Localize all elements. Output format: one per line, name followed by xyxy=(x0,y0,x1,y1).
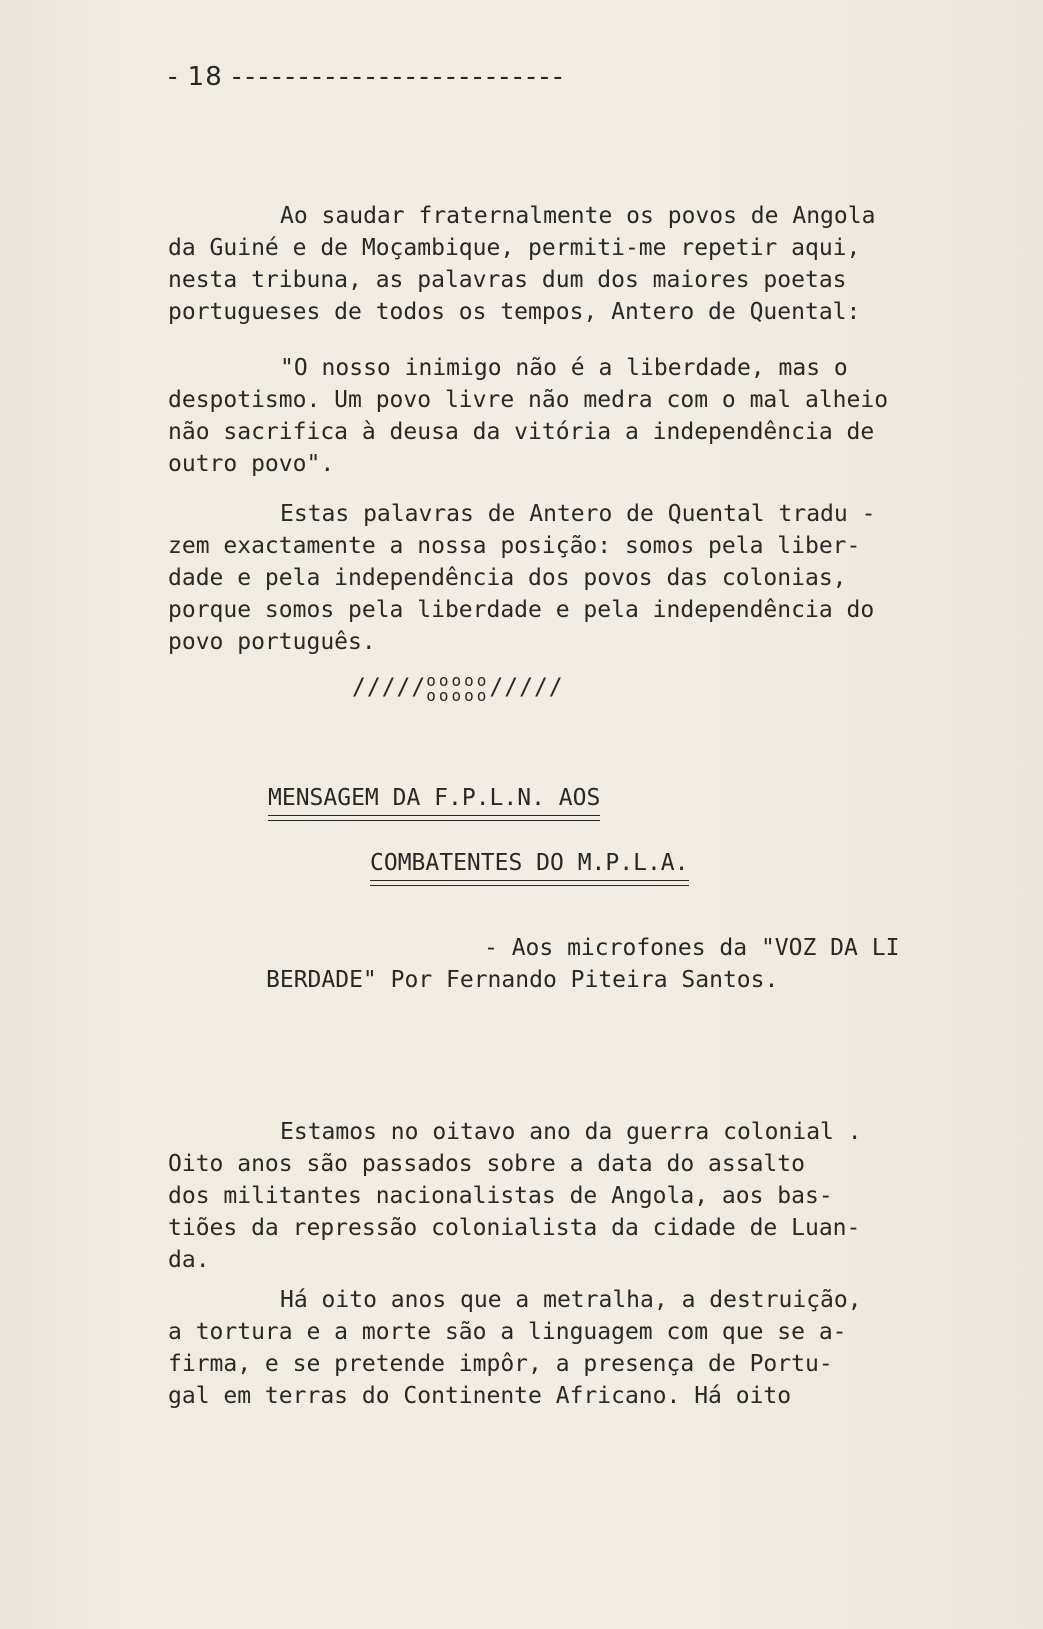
text-line: Estamos no oitavo ano da guerra colonial . xyxy=(280,1119,862,1145)
section-separator xyxy=(352,673,564,703)
separator-circles xyxy=(426,673,489,703)
separator-circles-top: ooooo xyxy=(426,671,490,690)
text-line: dade e pela independência dos povos das colonias, xyxy=(168,565,847,591)
title-text: COMBATENTES DO M.P.L.A. xyxy=(370,850,689,876)
page-header xyxy=(168,62,567,92)
paragraph-eight-years xyxy=(168,1284,958,1412)
text-line: nesta tribuna, as palavras dum dos maiores poetas xyxy=(168,267,847,293)
page-number: - 18 xyxy=(168,62,223,92)
title-text: MENSAGEM DA F.P.L.N. AOS xyxy=(268,785,601,811)
section-title-line-1 xyxy=(268,785,600,811)
text-line: Há oito anos que a metralha, a destruição, xyxy=(280,1287,862,1313)
section-title-line-2 xyxy=(370,850,689,876)
text-line: povo português. xyxy=(168,629,376,655)
text-line: da Guiné e de Moçambique, permiti-me repetir aqui, xyxy=(168,235,861,261)
text-line: firma, e se pretende impôr, a presença de Portu- xyxy=(168,1351,833,1377)
text-line: - Aos microfones da "VOZ DA LI xyxy=(484,935,900,961)
header-dashes: ------------------------- xyxy=(232,62,567,92)
paragraph-war xyxy=(168,1116,958,1276)
text-line: da. xyxy=(168,1247,210,1273)
text-line: Ao saudar fraternalmente os povos de Angola xyxy=(280,203,876,229)
text-line: zem exactamente a nossa posição: somos pela liber- xyxy=(168,533,861,559)
paragraph-position xyxy=(168,498,958,658)
separator-circles-bottom: ooooo xyxy=(426,686,490,705)
text-line: porque somos pela liberdade e pela independência do xyxy=(168,597,875,623)
text-line: "O nosso inimigo não é a liberdade, mas o xyxy=(280,355,848,381)
text-line: dos militantes nacionalistas de Angola, aos bas- xyxy=(168,1183,833,1209)
text-line: a tortura e a morte são a linguagem com que se a- xyxy=(168,1319,847,1345)
title-double-underline xyxy=(370,880,689,886)
text-line: gal em terras do Continente Africano. Há oito xyxy=(168,1383,792,1409)
text-line: BERDADE" Por Fernando Piteira Santos. xyxy=(266,967,779,993)
paragraph-greeting xyxy=(168,200,958,328)
separator-slashes-left: ///// xyxy=(352,674,427,701)
text-line: Estas palavras de Antero de Quental tradu - xyxy=(280,501,876,527)
text-line: não sacrifica à deusa da vitória a independência de xyxy=(168,419,875,445)
text-line: portugueses de todos os tempos, Antero de Quental: xyxy=(168,299,861,325)
byline xyxy=(168,932,958,996)
title-double-underline xyxy=(268,815,600,821)
separator-slashes-right: ///// xyxy=(489,674,564,701)
text-line: outro povo". xyxy=(168,451,335,477)
paragraph-quote xyxy=(168,352,958,480)
text-line: Oito anos são passados sobre a data do assalto xyxy=(168,1151,805,1177)
text-line: tiões da repressão colonialista da cidade de Luan- xyxy=(168,1215,861,1241)
text-line: despotismo. Um povo livre não medra com o mal alheio xyxy=(168,387,889,413)
